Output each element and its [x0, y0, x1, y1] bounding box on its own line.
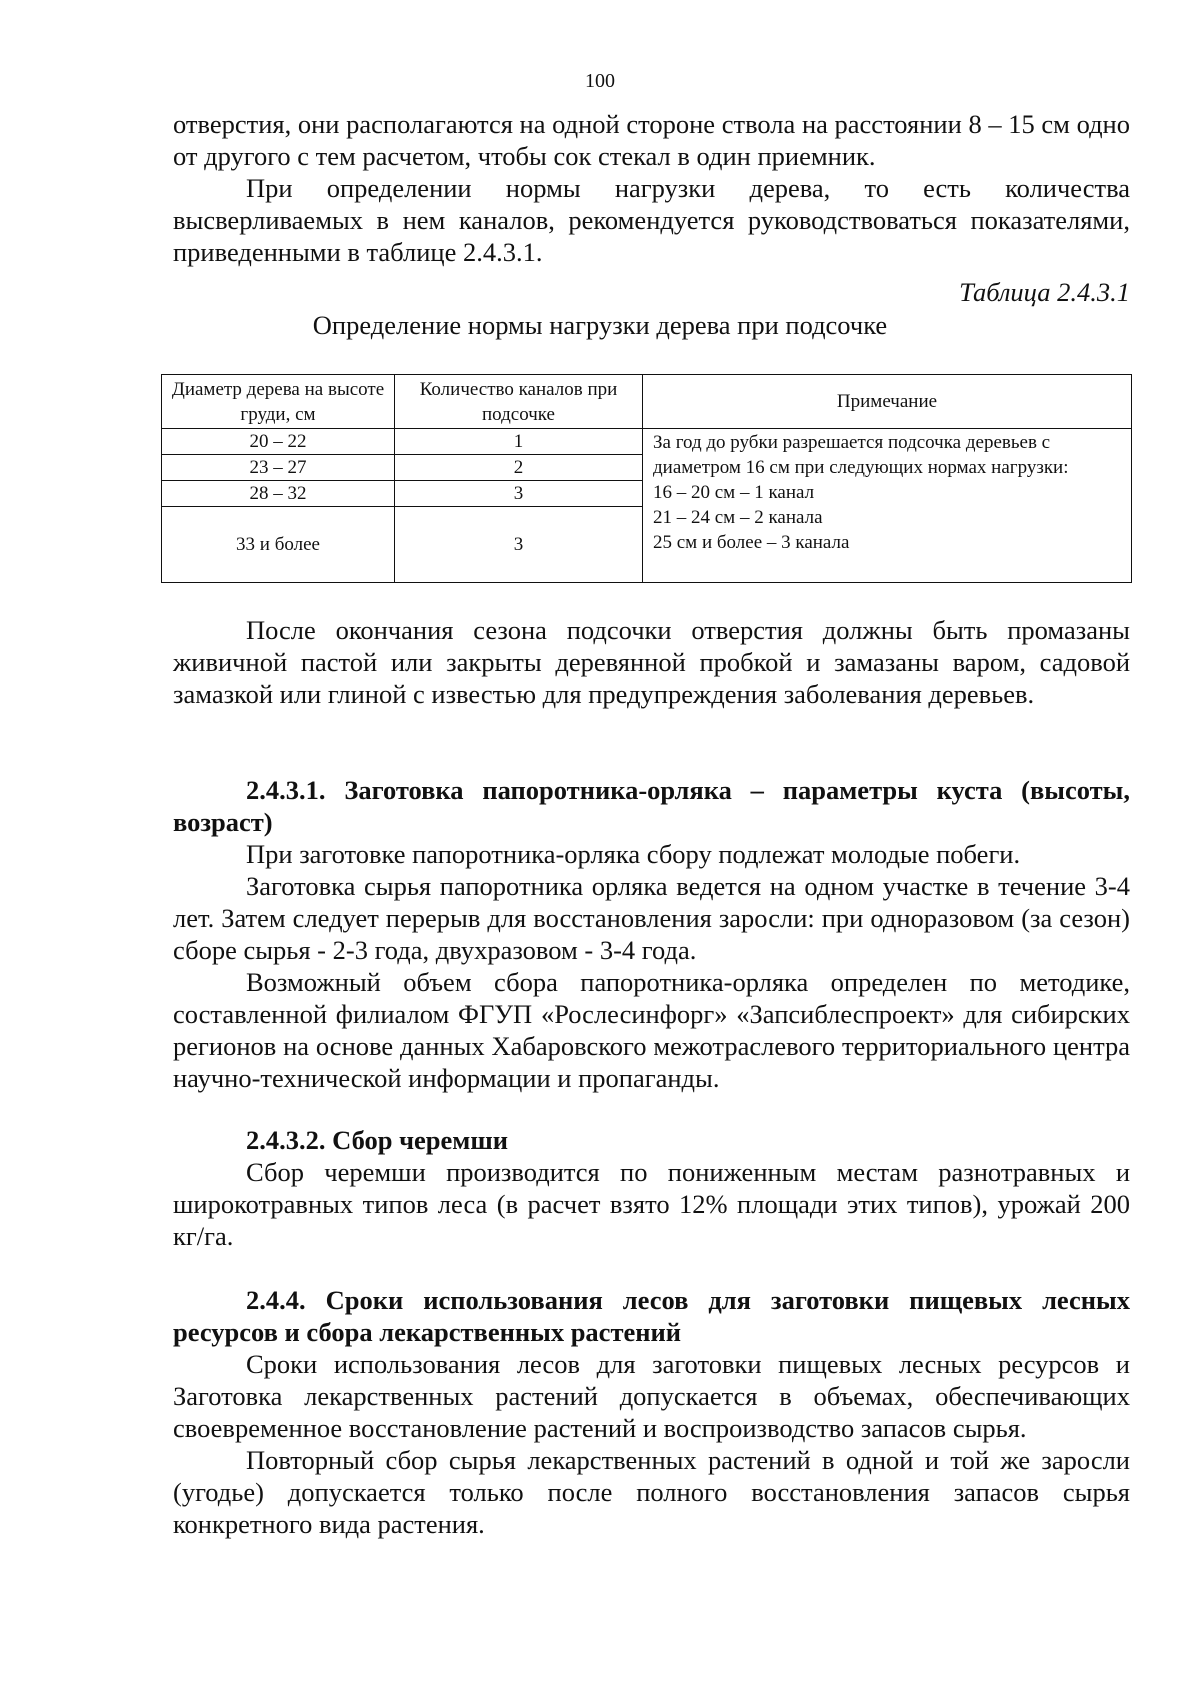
channels-cell: 3: [395, 481, 643, 507]
paragraph: Сроки использования лесов для заготовки пищевых лесных ресурсов и Заготовка лекарственных растений допускается в объемах, обеспечивающих своевременное восстановление растений и воспроизводство запасов сырья.: [173, 1349, 1130, 1443]
paragraph: При заготовке папоротника-орляка сбору подлежат молодые побеги.: [246, 839, 1021, 869]
table-label: Таблица 2.4.3.1: [959, 277, 1130, 307]
section-2-4-3-1: [173, 774, 1130, 1094]
column-header-channels: Количество каналов при подсочке: [395, 375, 643, 429]
paragraph: После окончания сезона подсочки отверстия должны быть промазаны живичной пастой или закрыты деревянной пробкой и замазаны варом, садовой замазкой или глиной с известью для предупреждения заболевания деревьев.: [173, 615, 1130, 709]
note-line: 25 см и более – 3 канала: [653, 532, 850, 553]
channels-cell: 2: [395, 455, 643, 481]
note-line: За год до рубки разрешается подсочка деревьев с диаметром 16 см при следующих нормах нагрузки:: [653, 432, 1069, 478]
intro-text: [173, 108, 1130, 268]
section-heading: 2.4.3.2. Сбор черемши: [246, 1125, 508, 1155]
section-2-4-3-2: [173, 1124, 1130, 1252]
channels-cell: 1: [395, 429, 643, 455]
paragraph: При определении нормы нагрузки дерева, то есть количества высверливаемых в нем каналов, рекомендуется руководствоваться показателями, приведенными в таблице 2.4.3.1.: [173, 173, 1130, 267]
diameter-cell: 33 и более: [162, 507, 395, 583]
tapping-norms-table: [161, 374, 1132, 583]
paragraph: Повторный сбор сырья лекарственных растений в одной и той же заросли (угодье) допускается только после полного восстановления запасов сырья конкретного вида растения.: [173, 1445, 1130, 1539]
paragraph: отверстия, они располагаются на одной стороне ствола на расстоянии 8 – 15 см одно от другого с тем расчетом, чтобы сок стекал в один приемник.: [173, 109, 1130, 171]
diameter-cell: 20 – 22: [162, 429, 395, 455]
after-table-text: [173, 614, 1130, 710]
paragraph: Возможный объем сбора папоротника-орляка определен по методике, составленной филиалом ФГУП «Рослесинфорг» «Запсиблеспроект» для сибирских регионов на основе данных Хабаровского межотраслевого территориального центра научно-технической информации и пропаганды.: [173, 967, 1130, 1093]
table-title: Определение нормы нагрузки дерева при подсочке: [312, 310, 888, 340]
paragraph: Заготовка сырья папоротника орляка ведется на одном участке в течение 3-4 лет. Затем следует перерыв для восстановления заросли: при одноразовом (за сезон) сборе сырья - 2-3 года, двухразовом - 3-4 года.: [173, 871, 1130, 965]
note-line: 16 – 20 см – 1 канал: [653, 482, 815, 503]
channels-cell: 3: [395, 507, 643, 583]
diameter-cell: 28 – 32: [162, 481, 395, 507]
paragraph: Сбор черемши производится по пониженным местам разнотравных и широкотравных типов леса (в расчет взято 12% площади этих типов), урожай 200 кг/га.: [173, 1157, 1130, 1251]
table-row: [162, 429, 1132, 455]
note-line: 21 – 24 см – 2 канала: [653, 507, 823, 528]
column-header-diameter: Диаметр дерева на высоте груди, см: [162, 375, 395, 429]
column-header-note: Примечание: [643, 375, 1132, 429]
table-header-row: [162, 375, 1132, 429]
section-heading: 2.4.4. Сроки использования лесов для заготовки пищевых лесных ресурсов и сбора лекарственных растений: [173, 1285, 1130, 1347]
page-number: 100: [585, 70, 615, 92]
section-heading: 2.4.3.1. Заготовка папоротника-орляка – параметры куста (высоты, возраст): [173, 775, 1130, 837]
section-2-4-4: [173, 1284, 1130, 1540]
diameter-cell: 23 – 27: [162, 455, 395, 481]
note-cell: [643, 429, 1132, 583]
